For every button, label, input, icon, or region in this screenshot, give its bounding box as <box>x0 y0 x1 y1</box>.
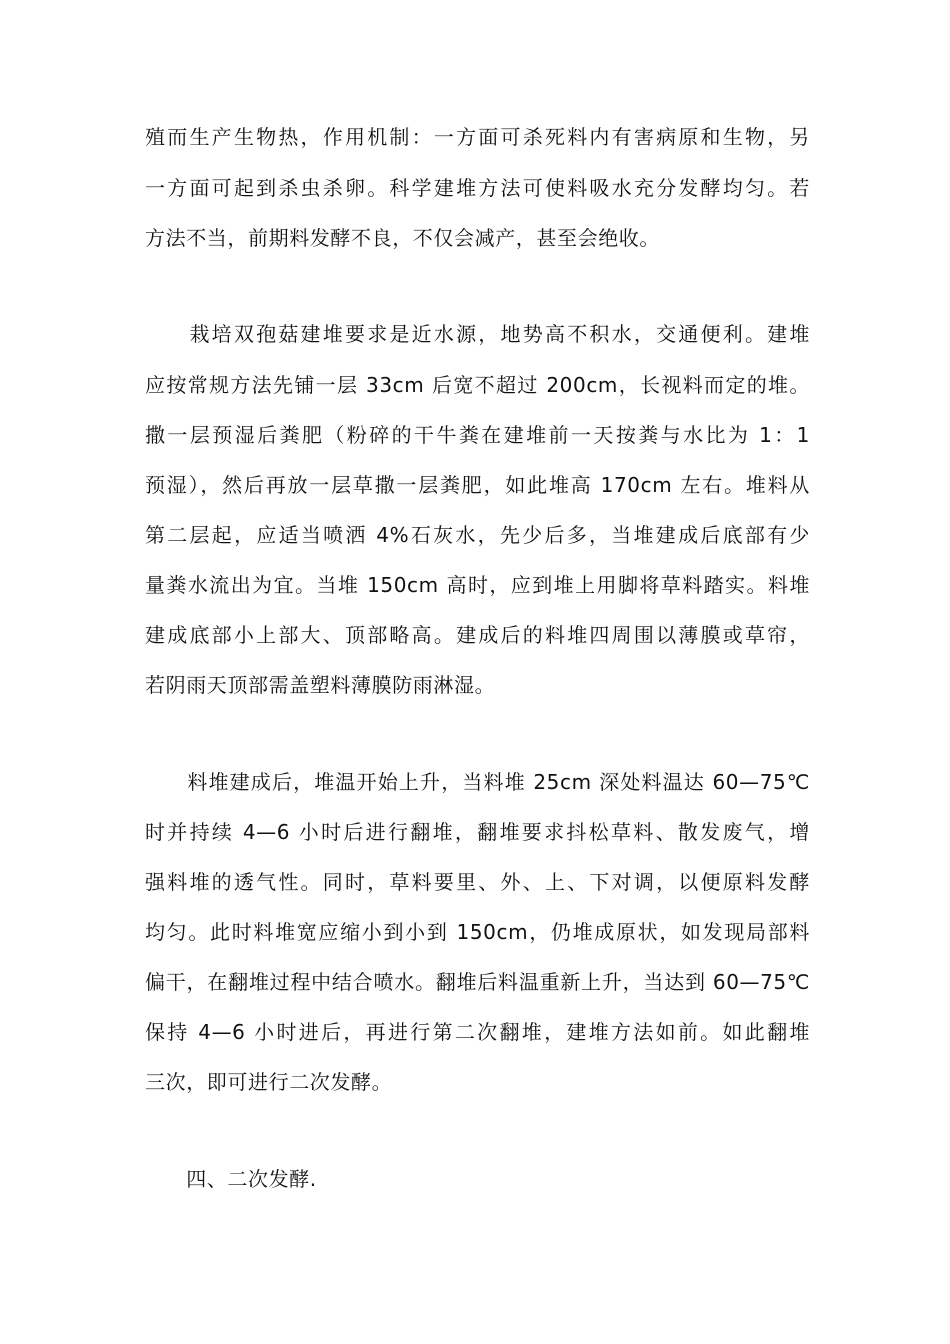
paragraph-2-line-6: 量粪水流出为宜。当堆 150cm 高时，应到堆上用脚将草料踏实。料堆 <box>145 573 810 597</box>
paragraph-2-line-8: 若阴雨天顶部需盖塑料薄膜防雨淋湿。 <box>145 673 496 697</box>
paragraph-3-line-6: 保持 4—6 小时进后，再进行第二次翻堆，建堆方法如前。如此翻堆 <box>145 1020 810 1044</box>
paragraph-3-line-4: 均匀。此时料堆宽应缩小到小到 150cm，仍堆成原状，如发现局部料 <box>145 920 810 944</box>
paragraph-2-line-4: 预湿），然后再放一层草撒一层粪肥，如此堆高 170cm 左右。堆料从 <box>145 473 810 497</box>
paragraph-3-line-2: 时并持续 4—6 小时后进行翻堆，翻堆要求抖松草料、散发废气，增 <box>145 820 810 844</box>
paragraph-1-line-2: 一方面可起到杀虫杀卵。科学建堆方法可使料吸水充分发酵均匀。若 <box>145 176 810 200</box>
paragraph-2-line-1: 栽培双孢菇建堆要求是近水源，地势高不积水，交通便利。建堆 <box>145 322 810 346</box>
paragraph-3-line-7: 三次，即可进行二次发酵。 <box>145 1070 393 1094</box>
paragraph-3-line-5: 偏干，在翻堆过程中结合喷水。翻堆后料温重新上升，当达到 60—75℃ <box>145 970 810 994</box>
paragraph-2-line-2: 应按常规方法先铺一层 33cm 后宽不超过 200cm，长视料而定的堆。 <box>145 373 810 397</box>
paragraph-3-line-1: 料堆建成后，堆温开始上升，当料堆 25cm 深处料温达 60—75℃ <box>145 770 810 794</box>
paragraph-1-line-3: 方法不当，前期料发酵不良，不仅会减产，甚至会绝收。 <box>145 226 660 250</box>
paragraph-2-line-3: 撒一层预湿后粪肥（粉碎的干牛粪在建堆前一天按粪与水比为 1：1 <box>145 423 810 447</box>
paragraph-1-line-1: 殖而生产生物热，作用机制：一方面可杀死料内有害病原和生物，另 <box>145 125 810 149</box>
paragraph-3-line-3: 强料堆的透气性。同时，草料要里、外、上、下对调，以便原料发酵 <box>145 870 810 894</box>
section-heading-secondary-fermentation: 四、二次发酵. <box>145 1167 317 1191</box>
paragraph-2-line-5: 第二层起，应适当喷洒 4%石灰水，先少后多，当堆建成后底部有少 <box>145 523 810 547</box>
paragraph-2-line-7: 建成底部小上部大、顶部略高。建成后的料堆四周围以薄膜或草帘， <box>145 623 810 647</box>
